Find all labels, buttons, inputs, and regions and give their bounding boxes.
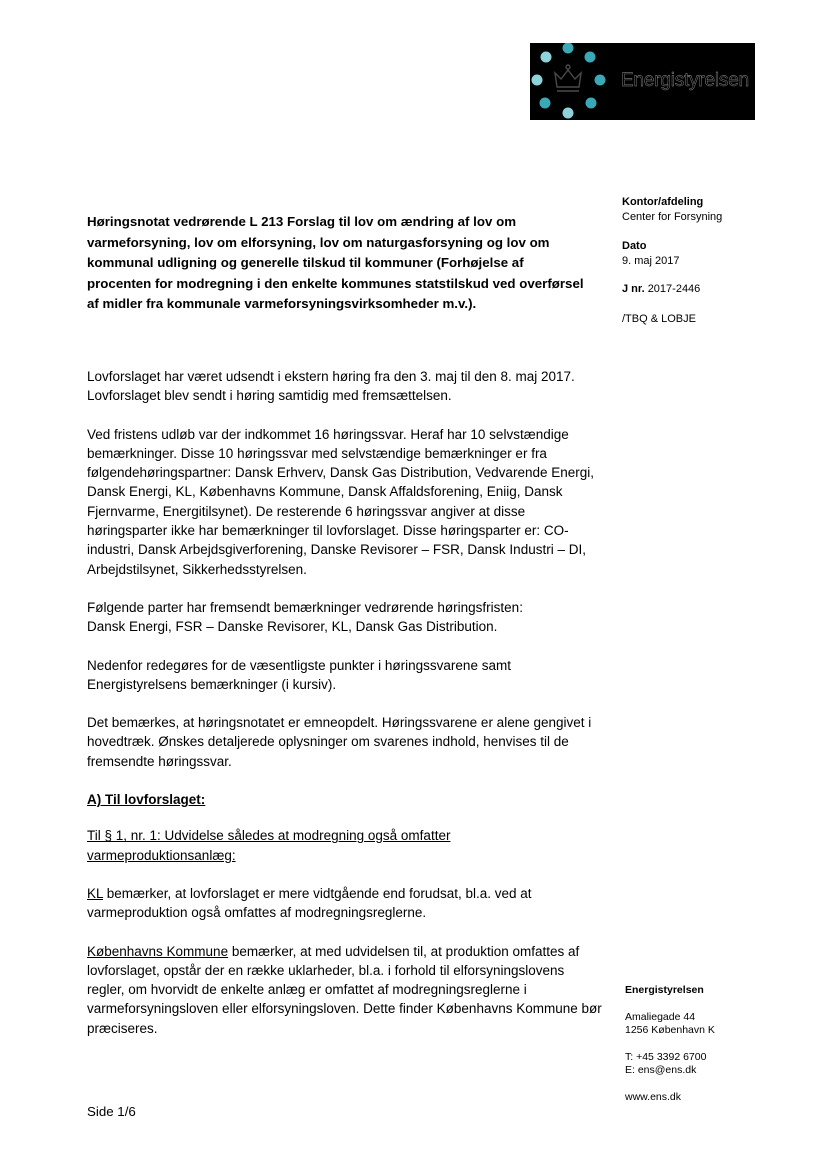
footer-org: Energistyrelsen	[625, 984, 704, 996]
kl-text: bemærker, at lovforslaget er mere vidtgående end forudsat, bl.a. ved at varmeproduktion også omfattes af modregningsreglerne.	[87, 885, 532, 921]
paragraph-3	[87, 598, 602, 637]
office-value: Center for Forsyning	[622, 211, 723, 223]
jnr-value: 2017-2446	[647, 283, 701, 295]
footer-contact	[625, 1051, 706, 1078]
kl-paragraph	[87, 884, 602, 923]
footer-web: www.ens.dk	[625, 1091, 682, 1103]
footer-email: E: ens@ens.dk	[625, 1064, 697, 1077]
energistyrelsen-logo	[530, 43, 755, 120]
section-subheading: Til § 1, nr. 1: Udvidelse således at modregning også omfatter varmeproduktionsanlæg:	[87, 828, 451, 863]
document-title: Høringsnotat vedrørende L 213 Forslag til lov om ændring af lov om varmeforsyning, lov om elforsyning, lov om naturgasforsyning og lov om kommunal udligning og generelle tilskud til kommuner (Forhøjelse af procenten for modregning i den enkelte kommunes statstilskud ved overførsel af midler fra kommunale varmeforsyningsvirksomheder m.v.).	[87, 214, 584, 312]
paragraph-3-list: Dansk Energi, FSR – Danske Revisorer, KL, Dansk Gas Distribution.	[87, 619, 498, 635]
kk-paragraph	[87, 942, 602, 1038]
paragraph-2: Ved fristens udløb var der indkommet 16 høringssvar. Heraf har 10 selvstændige bemærkninger. Disse 10 høringssvar med selvstændige bemærkninger er fra følgendehøringspartner: Dansk Erhverv, Dansk Gas Distribution, Vedvarende Energi, Dansk Energi, KL, Københavns Kommune, Dansk Affaldsforening, Eniig, Dansk Fjernvarme, Energitilsynet). De resterende 6 høringssvar angiver at disse høringsparter ikke har bemærkninger til lovforslaget. Disse høringsparter er: CO-industri, Dansk Arbejdsgiverforening, Danske Revisorer – FSR, Dansk Industri – DI, Arbejdstilsynet, Sikkerhedsstyrelsen.	[87, 426, 594, 577]
date-label: Dato	[622, 240, 647, 252]
office-block	[622, 195, 722, 225]
kk-name: Københavns Kommune	[87, 943, 229, 959]
footer-phone: T: +45 3392 6700	[625, 1051, 707, 1063]
section-heading: A) Til lovforslaget:	[87, 792, 206, 808]
kk-text: bemærker, at med udvidelsen til, at produktion omfattes af lovforslaget, opstår der en række uklarheder, bl.a. i forhold til elforsyningslovens regler, om hvorvidt de enkelte anlæg er omfattet af modregningsreglerne i varmeforsyningsloven eller elforsyningsloven. Dette finder Københavns Kommune bør præciseres.	[87, 943, 602, 1036]
date-value: 9. maj 2017	[622, 255, 680, 267]
jnr-label: J nr.	[622, 283, 645, 295]
footer-address-line1: Amaliegade 44	[625, 1011, 696, 1023]
logo-wordmark: Energistyrelsen	[621, 70, 749, 91]
initials: /TBQ & LOBJE	[622, 313, 696, 325]
paragraph-4: Nedenfor redegøres for de væsentligste punkter i høringssvarene samt Energistyrelsens bemærkninger (i kursiv).	[87, 657, 511, 692]
jnr-block	[622, 282, 700, 297]
document-body	[87, 367, 602, 1057]
paragraph-3-intro: Følgende parter har fremsendt bemærkninger vedrørende høringsfristen:	[87, 599, 523, 615]
date-block	[622, 239, 679, 269]
page-number: Side 1/6	[87, 1104, 136, 1119]
paragraph-1: Lovforslaget har været udsendt i ekstern høring fra den 3. maj til den 8. maj 2017. Lovforslaget blev sendt i høring samtidig med fremsættelsen.	[87, 369, 575, 404]
kl-name: KL	[87, 885, 104, 901]
paragraph-5: Det bemærkes, at høringsnotatet er emneopdelt. Høringssvarene er alene gengivet i hovedtræk. Ønskes detaljerede oplysninger om svarenes indhold, henvises til de fremsendte høringssvar.	[87, 715, 592, 769]
footer-address-line2: 1256 København K	[625, 1024, 715, 1037]
footer-address	[625, 1011, 715, 1038]
office-label: Kontor/afdeling	[622, 196, 704, 208]
